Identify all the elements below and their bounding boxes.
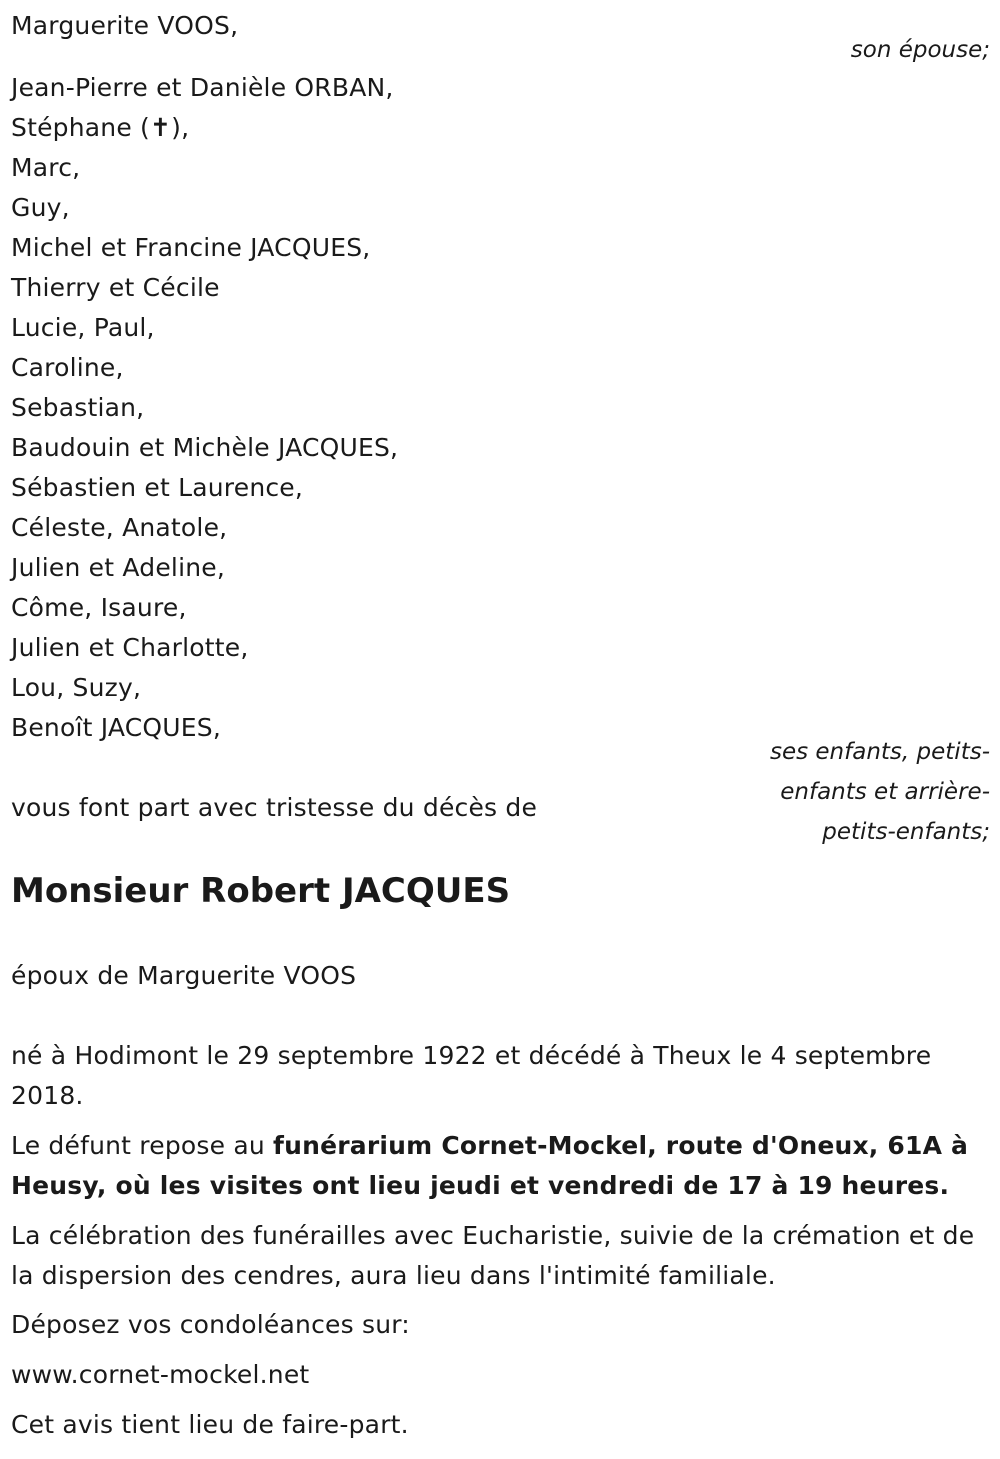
funeral-home-info: funérarium Cornet-Mockel, route d'Oneux, 61A à Heusy, où les visites ont lieu jeudi et vendredi de 17 à 19 heures. bbox=[11, 1131, 969, 1200]
closing-note: Cet avis tient lieu de faire-part. bbox=[11, 1410, 409, 1439]
family-member: Stéphane (✝), bbox=[11, 113, 190, 142]
family-member: Marc, bbox=[11, 153, 81, 182]
family-role-line: enfants et arrière- bbox=[780, 779, 990, 805]
family-member: Caroline, bbox=[11, 353, 124, 382]
family-member: Michel et Francine JACQUES, bbox=[11, 233, 371, 262]
family-member: Julien et Charlotte, bbox=[11, 633, 249, 662]
family-member: Sebastian, bbox=[11, 393, 145, 422]
family-role-line: ses enfants, petits- bbox=[769, 739, 990, 765]
deceased-name: Monsieur Robert JACQUES bbox=[11, 871, 511, 911]
family-member: Lucie, Paul, bbox=[11, 313, 155, 342]
family-member: Côme, Isaure, bbox=[11, 593, 187, 622]
family-role-line: petits-enfants; bbox=[822, 819, 990, 845]
family-member: Jean-Pierre et Danièle ORBAN, bbox=[11, 73, 394, 102]
family-member: Thierry et Cécile bbox=[11, 273, 220, 302]
family-member: Baudouin et Michèle JACQUES, bbox=[11, 433, 399, 462]
family-member: Sébastien et Laurence, bbox=[11, 473, 304, 502]
birth-death-info: né à Hodimont le 29 septembre 1922 et décédé à Theux le 4 septembre 2018. bbox=[11, 1041, 932, 1110]
condolences-label: Déposez vos condoléances sur: bbox=[11, 1310, 410, 1339]
family-member: Céleste, Anatole, bbox=[11, 513, 228, 542]
family-member: Benoît JACQUES, bbox=[11, 713, 222, 742]
family-member: Lou, Suzy, bbox=[11, 673, 142, 702]
announcement: vous font part avec tristesse du décès de bbox=[11, 793, 538, 822]
rest-info bbox=[11, 1126, 981, 1206]
celebration-info: La célébration des funérailles avec Eucharistie, suivie de la crémation et de la dispersion des cendres, aura lieu dans l'intimité familiale. bbox=[11, 1221, 975, 1290]
website-link[interactable]: www.cornet-mockel.net bbox=[11, 1360, 310, 1389]
spouse-name: Marguerite VOOS, bbox=[11, 11, 239, 40]
rest-prefix: Le défunt repose au bbox=[11, 1131, 274, 1160]
spouse-of: époux de Marguerite VOOS bbox=[11, 961, 357, 990]
family-member: Julien et Adeline, bbox=[11, 553, 225, 582]
spouse-role: son épouse; bbox=[850, 37, 990, 63]
family-member: Guy, bbox=[11, 193, 70, 222]
